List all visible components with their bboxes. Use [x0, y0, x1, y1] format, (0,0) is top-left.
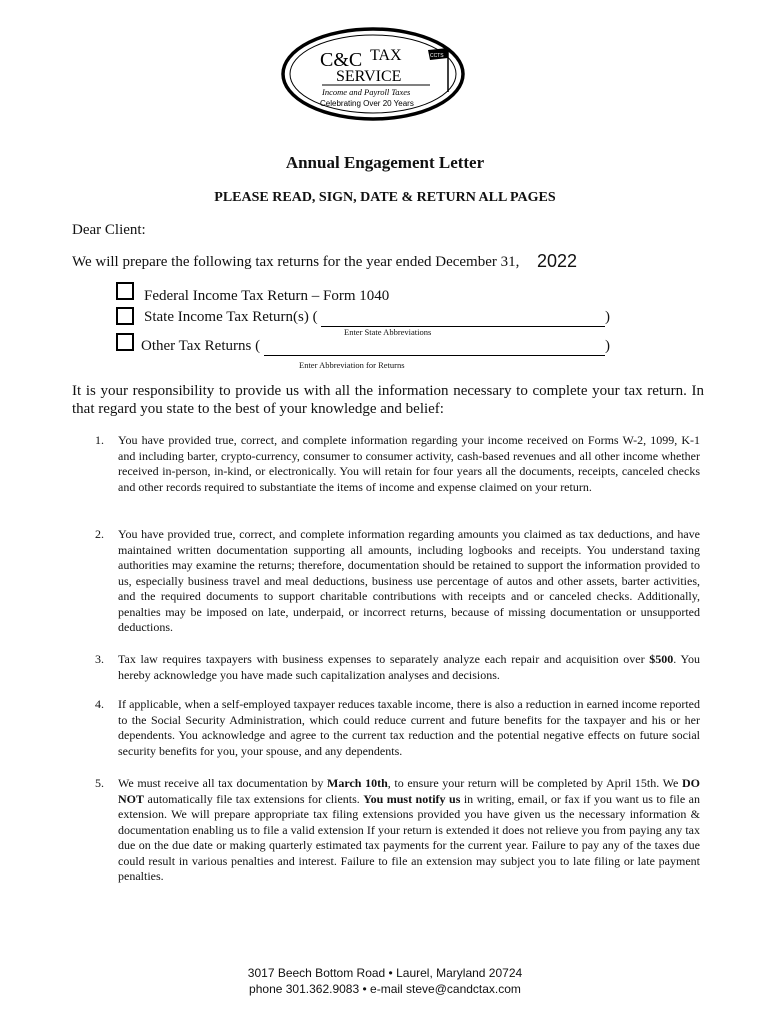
state-return-checkbox[interactable]: [116, 307, 134, 325]
other-returns-field[interactable]: [264, 339, 605, 356]
logo-tax: TAX: [370, 47, 402, 64]
state-abbreviations-hint: Enter State Abbreviations: [344, 327, 432, 337]
list-item-number: 2.: [95, 527, 104, 541]
salutation: Dear Client:: [72, 222, 146, 238]
list-item-text: We must receive all tax documentation by March 10th, to ensure your return will be completed by April 15th. We DO NOT automatically file tax extensions for clients. You must notify us in writing, email, or fax if you want us to file an extension. We will prepare appropriate tax filing extensions provided you have given us the necessary information & documentation enabling us to file a valid extension If your return is extended it does not relieve you from paying any tax due on the due date or making quarterly estimated tax payments for the current year. Failure to pay any of the taxes due could result in various penalties and interest. Failure to file an extension may subject you to late filing or late payment penalties.: [118, 776, 700, 883]
other-returns-hint: Enter Abbreviation for Returns: [299, 360, 405, 370]
logo-amp: C&C: [320, 49, 363, 71]
list-item-number: 1.: [95, 433, 104, 447]
other-return-checkbox[interactable]: [116, 333, 134, 351]
logo-tagline: Income and Payroll Taxes: [322, 87, 411, 97]
logo-service: SERVICE: [336, 68, 402, 85]
footer-contact: phone 301.362.9083 • e-mail steve@candctax.com: [249, 982, 521, 996]
state-return-label: State Income Tax Return(s) (: [144, 309, 318, 325]
page-title: Annual Engagement Letter: [285, 153, 485, 172]
list-item-number: 4.: [95, 697, 104, 711]
footer-address: 3017 Beech Bottom Road • Laurel, Maryland 20724: [247, 966, 523, 980]
company-logo: [280, 26, 466, 122]
responsibility-paragraph: It is your responsibility to provide us with all the information necessary to complete your tax return. In that regard you state to the best of your knowledge and belief:: [72, 383, 704, 417]
list-item-number: 3.: [95, 652, 104, 666]
list-item-number: 5.: [95, 776, 104, 790]
tax-year-field[interactable]: 2022: [537, 251, 578, 271]
federal-return-label: Federal Income Tax Return – Form 1040: [144, 288, 390, 304]
logo-flag-text: CCTS: [430, 53, 444, 59]
page-subtitle: PLEASE READ, SIGN, DATE & RETURN ALL PAGES: [214, 190, 556, 205]
other-return-label: Other Tax Returns (: [141, 338, 261, 354]
state-abbreviations-field[interactable]: [321, 310, 605, 327]
federal-return-checkbox[interactable]: [116, 282, 134, 300]
list-item-text: You have provided true, correct, and complete information regarding your income received on Forms W-2, 1099, K-1 and including barter, crypto-currency, consumer to consumer activity, cash-based revenues and all other income whether received in-person, in-kind, or electronically. You will retain for four years all the documents, receipts, canceled checks and other records required to substantiate the items of income and expense claimed on your return.: [118, 433, 700, 494]
list-item-text: Tax law requires taxpayers with business expenses to separately analyze each repair and acquisition over $500. You hereby acknowledge you have made such capitalization analyses and decisions.: [118, 652, 700, 682]
logo-graphic: [280, 26, 466, 122]
list-item-text: You have provided true, correct, and complete information regarding amounts you claimed as tax deductions, and have maintained written documentation supporting all amounts, including logbooks and receipts. You understand taxing authorities may examine the returns; therefore, documentation should be retained to support the information provided to us, especially business travel and meal deductions, business use percentage of autos and other assets, barter activities, and the required documents to support charitable contributions with receipts and or canceled checks. Additionally, penalties may be imposed on late, underpaid, or incorrect returns, because of missing documentation or unsupported deductions.: [118, 527, 700, 634]
list-item-text: If applicable, when a self-employed taxpayer reduces taxable income, there is also a reduction in earned income reported to the Social Security Administration, which could reduce current and future benefits for the taxpayer and his or her dependents. You acknowledge and agree to the current tax reduction and the potential negative effects on future social security benefits for you, your spouse, and any dependents.: [118, 697, 700, 758]
other-close-paren: ): [605, 338, 610, 354]
state-close-paren: ): [605, 309, 610, 325]
intro-sentence: We will prepare the following tax returns for the year ended December 31,: [72, 254, 520, 270]
logo-celebrating: Celebrating Over 20 Years: [320, 99, 414, 108]
page-footer: [0, 965, 770, 997]
